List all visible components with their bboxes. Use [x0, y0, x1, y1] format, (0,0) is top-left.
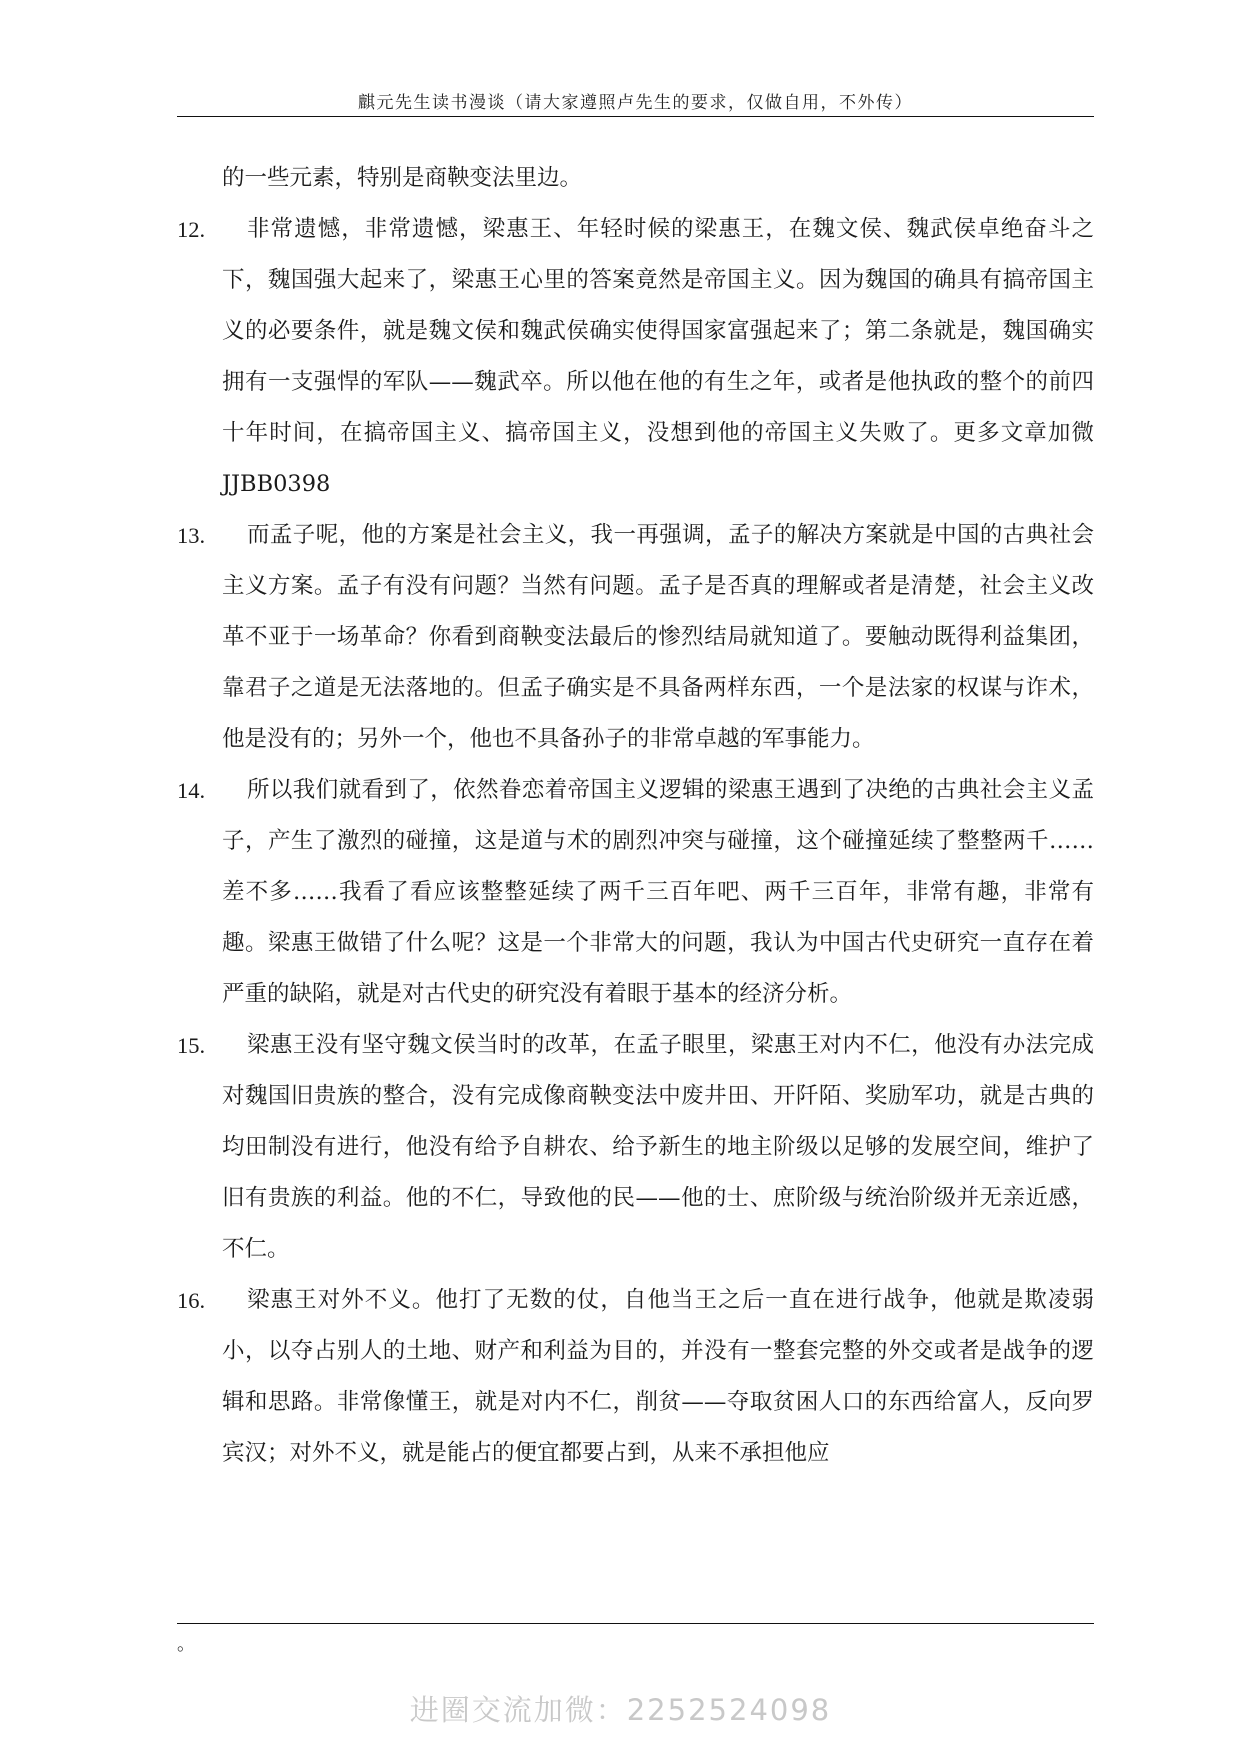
paragraph-text: 而孟子呢，他的方案是社会主义，我一再强调，孟子的解决方案就是中国的古典社会主义方案。孟子有没有问题？当然有问题。孟子是否真的理解或者是清楚，社会主义改革不亚于一场革命？你看到商鞅变法最后的惨烈结局就知道了。要触动既得利益集团，靠君子之道是无法落地的。但孟子确实是不具备两样东西，一个是法家的权谋与诈术，他是没有的；另外一个，他也不具备孙子的非常卓越的军事能力。 — [222, 522, 1094, 752]
watermark: 进圈交流加微：2252524098 — [409, 1693, 832, 1727]
paragraph-12 — [177, 204, 1094, 510]
paragraph-number: 16. — [177, 1288, 206, 1313]
paragraph-number: 15. — [177, 1033, 206, 1058]
paragraph-text: 的一些元素，特别是商鞅变法里边。 — [222, 165, 583, 191]
footer-divider — [177, 1623, 1094, 1624]
paragraph-13 — [177, 510, 1094, 765]
paragraph-text: 梁惠王没有坚守魏文侯当时的改革，在孟子眼里，梁惠王对内不仁，他没有办法完成对魏国旧贵族的整合，没有完成像商鞅变法中废井田、开阡陌、奖励军功，就是古典的均田制没有进行，他没有给予自耕农、给予新生的地主阶级以足够的发展空间，维护了旧有贵族的利益。他的不仁，导致他的民——他的士、庶阶级与统治阶级并无亲近感，不仁。 — [222, 1032, 1094, 1262]
paragraph-text: 所以我们就看到了，依然眷恋着帝国主义逻辑的梁惠王遇到了决绝的古典社会主义孟子，产生了激烈的碰撞，这是道与术的剧烈冲突与碰撞，这个碰撞延续了整整两千……差不多……我看了看应该整整延续了两千三百年吧、两千三百年，非常有趣，非常有趣。梁惠王做错了什么呢？这是一个非常大的问题，我认为中国古代史研究一直存在着严重的缺陷，就是对古代史的研究没有着眼于基本的经济分析。 — [222, 777, 1094, 1007]
footnote: 。 — [177, 1634, 195, 1655]
paragraph-16 — [177, 1275, 1094, 1479]
paragraph-text: 梁惠王对外不义。他打了无数的仗，自他当王之后一直在进行战争，他就是欺凌弱小，以夺占别人的土地、财产和利益为目的，并没有一整套完整的外交或者是战争的逻辑和思路。非常像懂王，就是对内不仁，削贫——夺取贫困人口的东西给富人，反向罗宾汉；对外不义，就是能占的便宜都要占到，从来不承担他应 — [222, 1287, 1094, 1466]
paragraph-number: 12. — [177, 217, 206, 242]
paragraph-continuation — [177, 153, 1094, 204]
header-divider — [177, 116, 1094, 117]
paragraph-15 — [177, 1020, 1094, 1275]
paragraph-number: 13. — [177, 523, 206, 548]
paragraph-text: 非常遗憾，非常遗憾，梁惠王、年轻时候的梁惠王，在魏文侯、魏武侯卓绝奋斗之下，魏国强大起来了，梁惠王心里的答案竟然是帝国主义。因为魏国的确具有搞帝国主义的必要条件，就是魏文侯和魏武侯确实使得国家富强起来了；第二条就是，魏国确实拥有一支强悍的军队——魏武卒。所以他在他的有生之年，或者是他执政的整个的前四十年时间，在搞帝国主义、搞帝国主义，没想到他的帝国主义失败了。更多文章加微JJBB0398 — [222, 216, 1094, 497]
paragraph-number: 14. — [177, 778, 206, 803]
page-header: 麒元先生读书漫谈（请大家遵照卢先生的要求，仅做自用，不外传） — [358, 93, 913, 113]
document-body — [177, 153, 1094, 1479]
paragraph-14 — [177, 765, 1094, 1020]
